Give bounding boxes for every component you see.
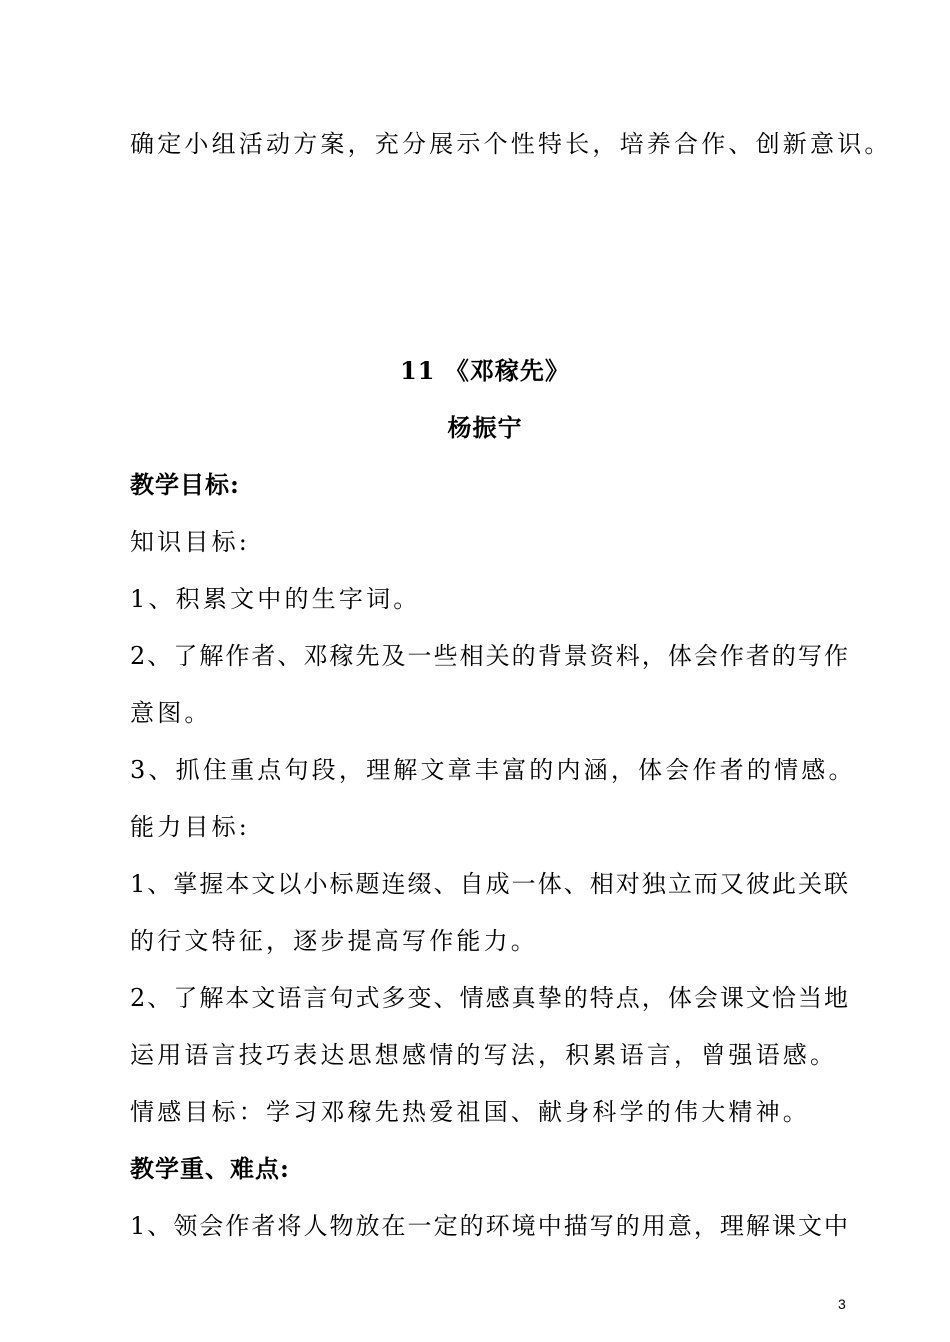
list-item-continuation: 的行文特征，逐步提高写作能力。 (130, 927, 538, 955)
section-heading: 教学目标: (130, 470, 240, 499)
section-heading: 教学重、难点: (130, 1154, 290, 1183)
list-item: 1、积累文中的生字词。 (130, 585, 421, 613)
paragraph-line: 情感目标：学习邓稼先热爱祖国、献身科学的伟大精神。 (130, 1098, 810, 1126)
page-number: 3 (838, 1296, 846, 1312)
paragraph-line: 确定小组活动方案，充分展示个性特长，培养合作、创新意识。 (130, 130, 892, 158)
list-item: 1、领会作者将人物放在一定的环境中描写的用意，理解课文中 (130, 1212, 848, 1240)
lesson-title: 11 《邓稼先》 (400, 356, 570, 385)
list-item-continuation: 运用语言技巧表达思想感情的写法，积累语言，曾强语感。 (130, 1041, 838, 1069)
list-item: 1、掌握本文以小标题连缀、自成一体、相对独立而又彼此关联 (130, 870, 848, 898)
subsection-heading: 知识目标: (130, 528, 251, 556)
list-item-continuation: 意图。 (130, 699, 212, 727)
subsection-heading: 能力目标: (130, 813, 251, 841)
author-name: 杨振宁 (447, 413, 523, 442)
list-item: 2、了解作者、邓稼先及一些相关的背景资料，体会作者的写作 (130, 642, 848, 670)
list-item: 3、抓住重点句段，理解文章丰富的内涵，体会作者的情感。 (130, 756, 856, 784)
list-item: 2、了解本文语言句式多变、情感真挚的特点，体会课文恰当地 (130, 984, 848, 1012)
